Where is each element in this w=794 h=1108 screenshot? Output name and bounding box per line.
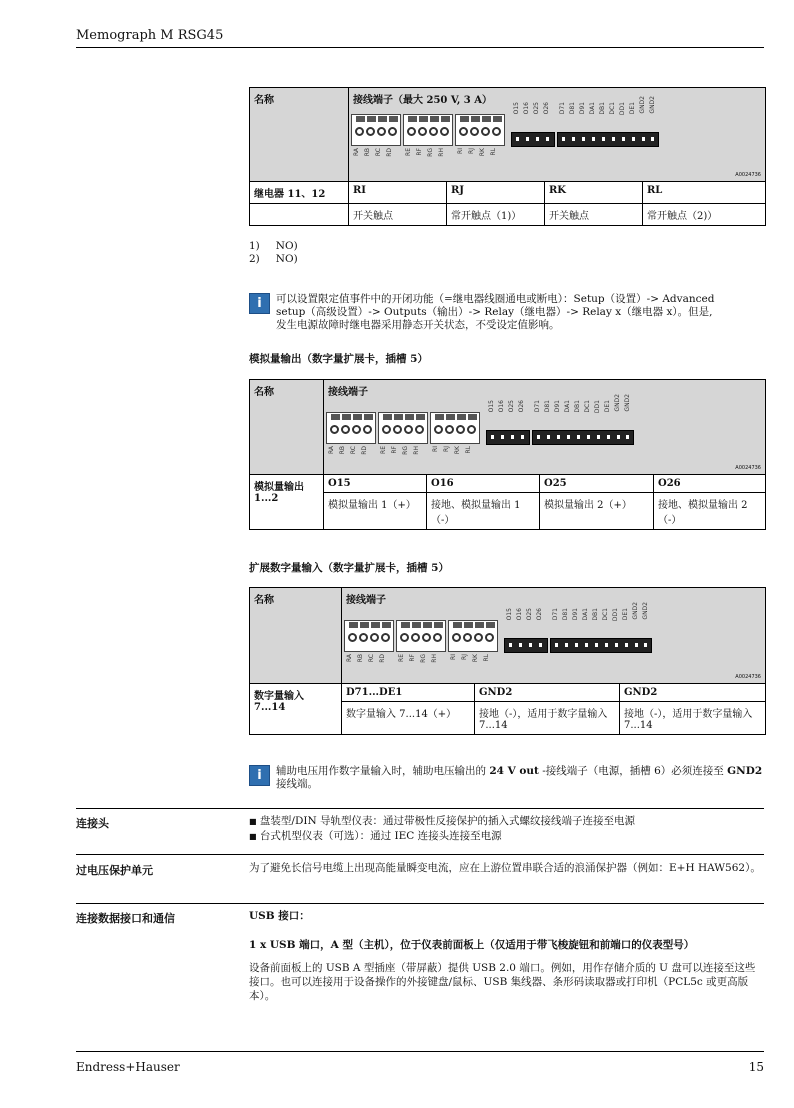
terminal-label-rl: RL xyxy=(490,148,497,156)
table1-col-rl: RL xyxy=(647,185,663,196)
terminal-label-da1: DA1 xyxy=(582,608,589,621)
terminal-label-rf: RF xyxy=(391,446,398,454)
terminal-label-gnd2: GND2 xyxy=(639,96,646,114)
relay-terminal-table xyxy=(249,87,766,226)
terminal-label-rh: RH xyxy=(431,654,438,663)
terminal-label-ra: RA xyxy=(328,446,335,455)
digital-input-table xyxy=(249,587,766,735)
section-rule xyxy=(76,808,764,809)
figure-id: A0024736 xyxy=(735,674,761,680)
info-icon: i xyxy=(249,765,270,786)
table1-col-rk: RK xyxy=(545,182,643,203)
terminal-label-rc: RC xyxy=(375,148,382,157)
terminal-label-rk: RK xyxy=(479,148,486,157)
terminal-label-o25: O25 xyxy=(526,608,533,621)
page-number: 15 xyxy=(748,1060,764,1074)
terminal-label-rj: RJ xyxy=(443,446,450,452)
terminal-label-dd1: DD1 xyxy=(594,400,601,414)
terminal-label-rc: RC xyxy=(350,446,357,455)
info-icon: i xyxy=(249,293,270,314)
table2-desc-o15: 模拟量输出 1（+） xyxy=(324,493,427,529)
terminal-connector-figure xyxy=(326,394,736,472)
terminal-label-rh: RH xyxy=(438,148,445,157)
terminal-label-rl: RL xyxy=(465,446,472,454)
table1-col-ri: RI xyxy=(349,182,447,203)
table2-col-o25: O25 xyxy=(540,475,654,492)
terminal-label-ra: RA xyxy=(346,654,353,663)
terminal-label-o15: O15 xyxy=(488,400,495,413)
analog-output-heading: 模拟量输出（数字量扩展卡，插槽 5） xyxy=(249,353,428,365)
terminal-label-ra: RA xyxy=(353,148,360,157)
terminal-label-rf: RF xyxy=(416,148,423,156)
footnote-2: 2) NO) xyxy=(249,253,298,265)
terminal-label-da1: DA1 xyxy=(589,102,596,115)
terminal-label-rl: RL xyxy=(483,654,490,662)
usb-port-subtitle: 1 x USB 端口，A 型（主机），位于仪表前面板上（仅适用于带飞梭旋钮和前端口的仪表型号） xyxy=(249,939,695,951)
terminal-label-d71: D71 xyxy=(534,400,541,413)
terminal-label-de1: DE1 xyxy=(629,102,636,115)
terminal-label-dc1: DC1 xyxy=(609,102,616,115)
table1-name-header: 名称 xyxy=(250,88,349,181)
terminal-label-rh: RH xyxy=(413,446,420,455)
terminal-label-o26: O26 xyxy=(543,102,550,115)
table1-desc-rk: 开关触点 xyxy=(545,204,643,225)
table2-row-label: 模拟量输出 1...2 xyxy=(250,475,324,529)
terminal-label-gnd2: GND2 xyxy=(632,602,639,620)
table3-col-d71-de1: D71...DE1 xyxy=(342,684,475,701)
terminal-label-o26: O26 xyxy=(518,400,525,413)
surge-protection-label: 过电压保护单元 xyxy=(76,864,153,877)
table3-desc-gnd2-b: 接地（-），适用于数字量输入 7...14 xyxy=(624,709,753,731)
terminal-label-rk: RK xyxy=(472,654,479,663)
terminal-label-rb: RB xyxy=(339,446,346,455)
table3-col-gnd2-b: GND2 xyxy=(624,687,658,698)
terminal-label-db1: DB1 xyxy=(592,608,599,621)
terminal-label-rb: RB xyxy=(357,654,364,663)
terminal-label-rd: RD xyxy=(379,654,386,663)
table3-name-header: 名称 xyxy=(250,588,342,683)
terminal-label-ri: RI xyxy=(450,654,457,660)
terminal-label-dd1: DD1 xyxy=(619,102,626,116)
terminal-label-d81: D81 xyxy=(562,608,569,621)
terminal-label-dc1: DC1 xyxy=(602,608,609,621)
terminal-label-d71: D71 xyxy=(559,102,566,115)
terminal-label-d71: D71 xyxy=(552,608,559,621)
terminal-label-gnd2: GND2 xyxy=(649,96,656,114)
terminal-connector-figure xyxy=(344,602,754,680)
table2-col-o26: O26 xyxy=(658,478,681,489)
terminal-label-gnd2: GND2 xyxy=(624,394,631,412)
terminal-label-db1: DB1 xyxy=(599,102,606,115)
table3-desc-d71-de1: 数字量输入 7...14（+） xyxy=(342,702,475,734)
terminal-label-de1: DE1 xyxy=(622,608,629,621)
table3-row-label: 数字量输入 7...14 xyxy=(250,684,342,734)
terminal-label-gnd2: GND2 xyxy=(614,394,621,412)
terminal-label-rj: RJ xyxy=(468,148,475,154)
terminal-label-o16: O16 xyxy=(516,608,523,621)
terminal-label-re: RE xyxy=(398,654,405,662)
terminal-label-ri: RI xyxy=(432,446,439,452)
table3-terminal-header: 接线端子 xyxy=(346,595,386,606)
terminal-label-re: RE xyxy=(405,148,412,156)
terminal-label-o16: O16 xyxy=(523,102,530,115)
info-aux-voltage-note: 辅助电压用作数字量输入时，辅助电压输出的 24 V out -接线端子（电源，插槽 6）必须连接至 GND2 接线端。 xyxy=(276,765,763,790)
terminal-label-d91: D91 xyxy=(554,400,561,413)
table2-desc-o16: 接地、模拟量输出 1（-） xyxy=(427,493,540,529)
figure-id: A0024736 xyxy=(735,465,761,471)
terminal-label-o15: O15 xyxy=(506,608,513,621)
header-rule xyxy=(76,47,764,48)
table1-desc-ri: 开关触点 xyxy=(349,204,447,225)
terminal-label-ri: RI xyxy=(457,148,464,154)
info-relay-note: 可以设置限定值事件中的开闭功能（=继电器线圈通电或断电）：Setup（设置）-> Advanced setup（高级设置）-> Outputs（输出）-> Relay（继电器）-> Relay x（继电器 x）。但是, 发生电源故障时继电器采用静态开关状态，不受设定值影响。 xyxy=(276,293,715,331)
terminal-label-o25: O25 xyxy=(533,102,540,115)
usb-interface-title: USB 接口： xyxy=(249,910,310,922)
terminal-label-de1: DE1 xyxy=(604,400,611,413)
table2-col-o15: O15 xyxy=(324,475,427,492)
terminal-label-rd: RD xyxy=(386,148,393,157)
footnote-1: 1) NO) xyxy=(249,240,298,252)
table1-desc-rl: 常开触点（2)） xyxy=(647,211,718,222)
table1-col-rj: RJ xyxy=(447,182,545,203)
terminal-label-rb: RB xyxy=(364,148,371,157)
terminal-label-db1: DB1 xyxy=(574,400,581,413)
terminal-label-rg: RG xyxy=(402,446,409,455)
terminal-label-dd1: DD1 xyxy=(612,608,619,622)
data-interface-label: 连接数据接口和通信 xyxy=(76,912,175,925)
terminal-label-d91: D91 xyxy=(579,102,586,115)
digital-input-heading: 扩展数字量输入（数字量扩展卡，插槽 5） xyxy=(249,562,449,574)
section-rule xyxy=(76,903,764,904)
table3-col-gnd2-a: GND2 xyxy=(475,684,620,701)
footer-brand: Endress+Hauser xyxy=(76,1060,180,1074)
terminal-label-rj: RJ xyxy=(461,654,468,660)
terminal-label-rd: RD xyxy=(361,446,368,455)
terminal-label-o25: O25 xyxy=(508,400,515,413)
analog-output-table xyxy=(249,379,766,530)
terminal-label-d81: D81 xyxy=(544,400,551,413)
terminal-label-o26: O26 xyxy=(536,608,543,621)
connector-label: 连接头 xyxy=(76,817,109,830)
table3-desc-gnd2-a: 接地（-），适用于数字量输入 7...14 xyxy=(475,702,620,734)
table2-desc-o26: 接地、模拟量输出 2（-） xyxy=(658,500,748,526)
document-header-title: Memograph M RSG45 xyxy=(76,28,224,43)
table1-terminal-header: 接线端子（最大 250 V, 3 A） xyxy=(353,95,493,106)
terminal-label-re: RE xyxy=(380,446,387,454)
terminal-label-rf: RF xyxy=(409,654,416,662)
table2-terminal-header: 接线端子 xyxy=(328,387,368,398)
terminal-label-d81: D81 xyxy=(569,102,576,115)
usb-port-description: 设备前面板上的 USB A 型插座（带屏蔽）提供 USB 2.0 端口。例如，用作存储介质的 U 盘可以连接至这些接口。也可以连接用于设备操作的外接键盘/鼠标、USB 集线器、条形码读取器或打印机（PCL5c 或更高版本）。 xyxy=(249,962,756,1002)
table2-col-o16: O16 xyxy=(427,475,540,492)
connector-body: ■ 盘装型/DIN 导轨型仪表：通过带极性反接保护的插入式螺纹接线端子连接至电源 ■ 台式机型仪表（可选）：通过 IEC 连接头连接至电源 xyxy=(249,815,636,842)
terminal-label-rc: RC xyxy=(368,654,375,663)
terminal-label-d91: D91 xyxy=(572,608,579,621)
table1-desc-rj: 常开触点（1)） xyxy=(447,204,545,225)
terminal-label-rk: RK xyxy=(454,446,461,455)
table2-name-header: 名称 xyxy=(250,380,324,474)
figure-id: A0024736 xyxy=(735,172,761,178)
table1-row-label: 继电器 11、12 xyxy=(250,182,349,203)
terminal-label-da1: DA1 xyxy=(564,400,571,413)
terminal-label-rg: RG xyxy=(420,654,427,663)
terminal-label-o16: O16 xyxy=(498,400,505,413)
terminal-label-o15: O15 xyxy=(513,102,520,115)
terminal-label-dc1: DC1 xyxy=(584,400,591,413)
section-rule xyxy=(76,854,764,855)
terminal-label-gnd2: GND2 xyxy=(642,602,649,620)
table2-desc-o25: 模拟量输出 2（+） xyxy=(540,493,654,529)
footer-rule xyxy=(76,1051,764,1052)
surge-protection-text: 为了避免长信号电缆上出现高能量瞬变电流，应在上游位置串联合适的浪涌保护器（例如：E+H HAW562）。 xyxy=(249,862,761,874)
terminal-label-rg: RG xyxy=(427,148,434,157)
